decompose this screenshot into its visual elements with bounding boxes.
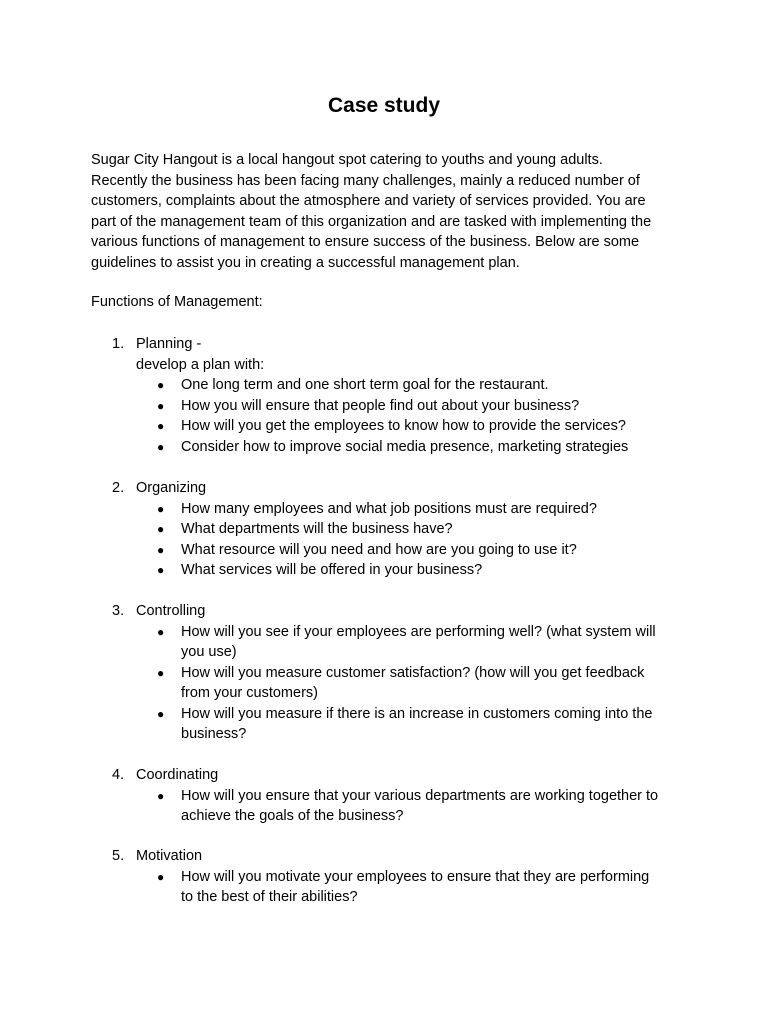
list-item: How you will ensure that people find out about your business?: [181, 397, 580, 414]
section-title: Coordinating: [136, 767, 219, 783]
list-item: How many employees and what job positions must are required?: [181, 500, 597, 517]
section-number: 5.: [112, 848, 125, 864]
bullet-icon: ●: [157, 439, 165, 454]
section-title: Planning -: [136, 336, 202, 352]
list-item: What services will be offered in your business?: [181, 562, 483, 578]
section-title: Controlling: [136, 603, 206, 619]
section-title: Motivation: [136, 848, 203, 864]
list-item-continuation: business?: [181, 726, 247, 742]
list-item: How will you ensure that your various departments are working together to: [181, 787, 659, 804]
list-item: How will you see if your employees are performing well? (what system will: [181, 623, 656, 640]
section-number: 4.: [112, 767, 125, 783]
bullet-icon: ●: [157, 665, 165, 680]
list-item: How will you motivate your employees to ensure that they are performing: [181, 868, 650, 885]
list-item: What departments will the business have?: [181, 521, 453, 537]
bullet-icon: ●: [157, 522, 165, 536]
intro-line: customers, complaints about the atmosphere and variety of services provided. You are: [91, 193, 646, 210]
list-item-continuation: to the best of their abilities?: [181, 889, 358, 905]
list-item: Consider how to improve social media presence, marketing strategies: [181, 438, 629, 455]
list-item: One long term and one short term goal for the restaurant.: [181, 377, 549, 393]
intro-line: Sugar City Hangout is a local hangout spot catering to youths and young adults.: [91, 152, 603, 168]
list-item-continuation: achieve the goals of the business?: [181, 808, 404, 824]
intro-line: Recently the business has been facing many challenges, mainly a reduced number of: [91, 172, 640, 189]
list-item: How will you measure customer satisfaction? (how will you get feedback: [181, 664, 645, 681]
intro-line: guidelines to assist you in creating a successful management plan.: [91, 254, 520, 271]
bullet-icon: ●: [157, 542, 165, 557]
list-item-continuation: from your customers): [181, 685, 318, 701]
intro-line: various functions of management to ensure success of the business. Below are some: [91, 234, 640, 251]
bullet-icon: ●: [157, 624, 165, 639]
bullet-icon: ●: [157, 706, 165, 721]
bullet-icon: ●: [157, 398, 165, 413]
bullet-icon: ●: [157, 563, 165, 577]
bullet-icon: ●: [157, 501, 165, 516]
page-title: Case study: [327, 94, 441, 117]
section-title: Organizing: [136, 480, 207, 496]
list-item: What resource will you need and how are you going to use it?: [181, 541, 577, 558]
bullet-icon: ●: [157, 788, 165, 803]
bullet-icon: ●: [157, 869, 165, 884]
intro-line: part of the management team of this organization and are tasked with implementing the: [91, 213, 652, 230]
section-number: 3.: [112, 603, 125, 619]
section-number: 2.: [112, 480, 125, 496]
bullet-icon: ●: [157, 378, 165, 392]
section-subtitle: develop a plan with:: [136, 356, 265, 373]
list-item-continuation: you use): [181, 644, 237, 660]
section-number: 1.: [112, 336, 125, 352]
bullet-icon: ●: [157, 419, 165, 433]
intro-paragraph: [91, 150, 691, 274]
list-item: How will you get the employees to know how to provide the services?: [181, 418, 626, 434]
functions-heading: Functions of Management:: [91, 294, 263, 310]
list-item: How will you measure if there is an increase in customers coming into the: [181, 705, 653, 722]
